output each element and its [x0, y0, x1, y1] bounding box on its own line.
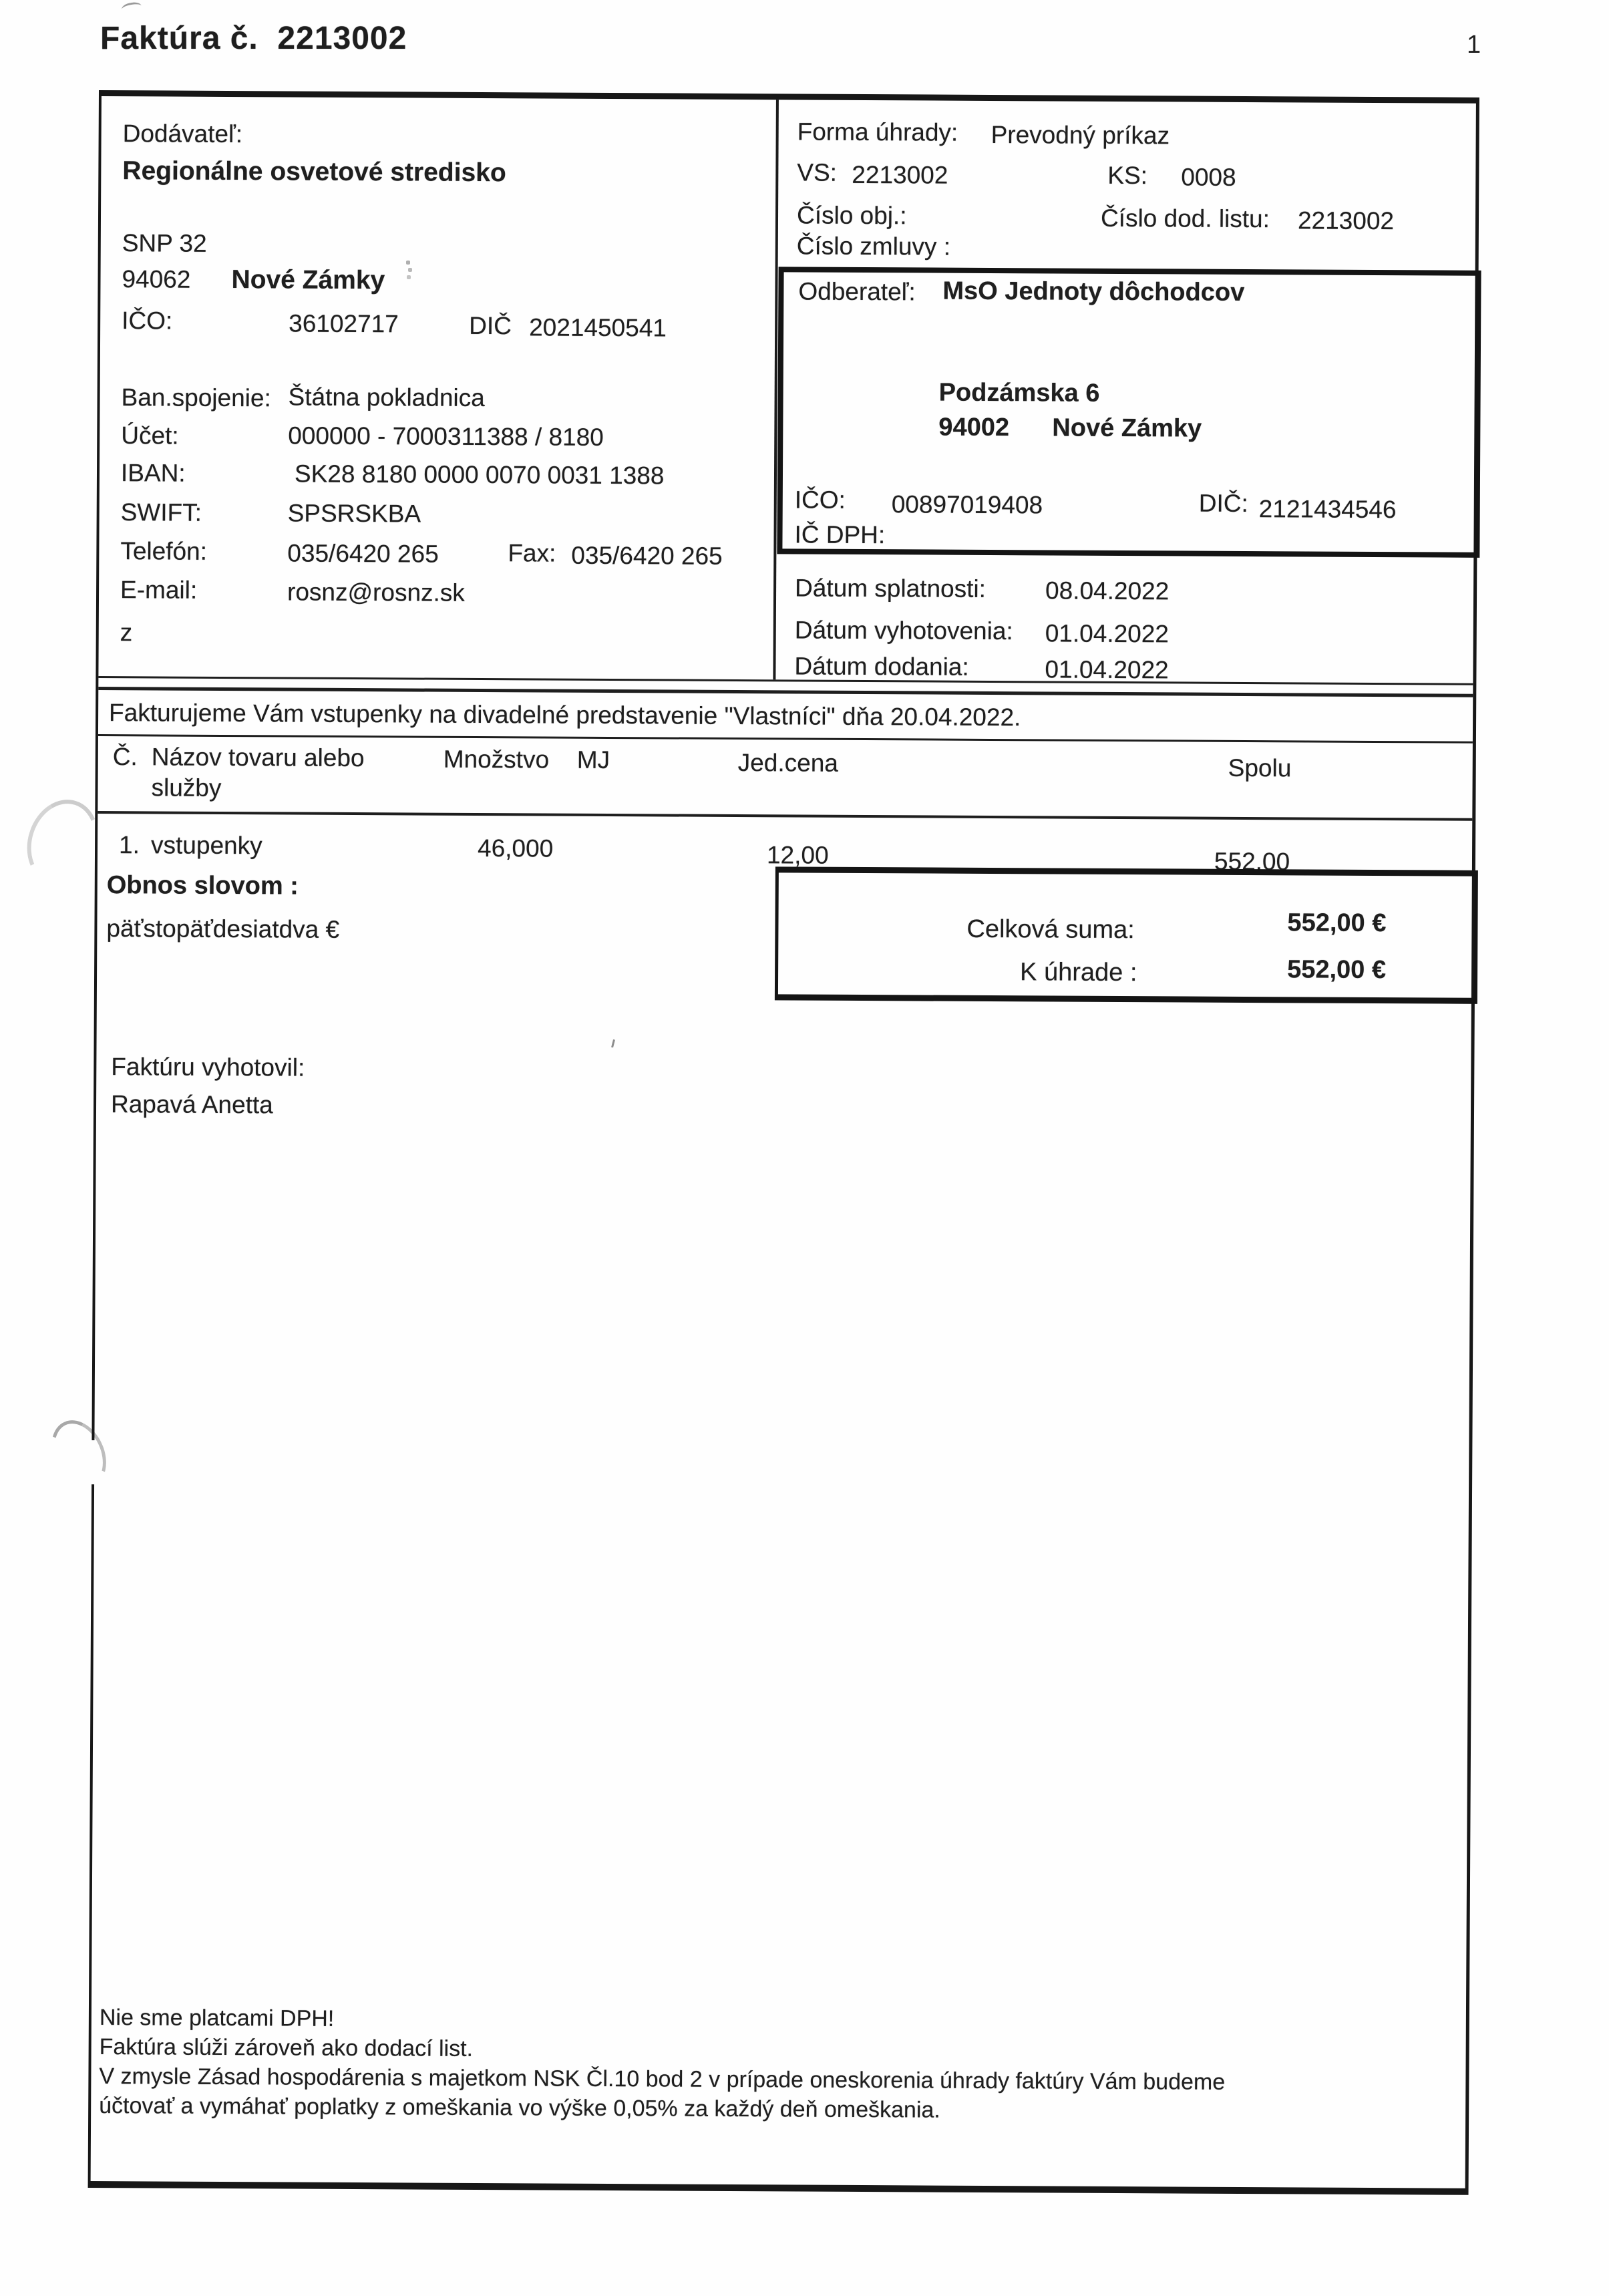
- fax-label: Fax:: [508, 539, 556, 567]
- phone-value: 035/6420 265: [287, 539, 439, 568]
- vs-label: VS:: [797, 158, 838, 186]
- supplier-street: SNP 32: [122, 229, 207, 257]
- supplier-label: Dodávateľ:: [122, 120, 243, 148]
- footer-line-3: V zmysle Zásad hospodárenia s majetkom NSK Čl.10 bod 2 v prípade oneskorenia úhrady faktúry Vám budeme: [99, 2064, 1226, 2095]
- amount-in-words-value: päťstopäťdesiatdva €: [106, 915, 340, 943]
- amount-in-words-label: Obnos slovom :: [106, 871, 299, 900]
- delivery-note-value: 2213002: [1297, 206, 1395, 235]
- amount-due-label: K úhrade :: [1019, 958, 1137, 987]
- account-label: Účet:: [121, 422, 179, 450]
- supplier-city: Nové Zámky: [231, 265, 385, 295]
- bank-label: Ban.spojenie:: [121, 383, 271, 412]
- account-value: 000000 - 7000311388 / 8180: [288, 422, 604, 451]
- customer-name: MsO Jednoty dôchodcov: [942, 277, 1245, 307]
- col-header-no: Č.: [112, 743, 138, 771]
- stray-z: z: [120, 619, 133, 647]
- swift-value: SPSRSKBA: [287, 499, 421, 528]
- email-label: E-mail:: [120, 576, 198, 604]
- customer-box: [777, 267, 1481, 558]
- swift-label: SWIFT:: [120, 498, 202, 526]
- ks-value: 0008: [1181, 163, 1236, 191]
- amount-due-value: 552,00 €: [1287, 955, 1387, 985]
- item-total: 552,00: [1214, 847, 1290, 876]
- due-date-value: 08.04.2022: [1045, 577, 1170, 605]
- due-date-label: Dátum splatnosti:: [795, 574, 987, 603]
- page-title: Faktúra č. 2213002: [100, 21, 407, 56]
- item-name: vstupenky: [150, 831, 262, 860]
- customer-dic-value: 2121434546: [1258, 495, 1397, 524]
- customer-icdph-label: IČ DPH:: [794, 520, 886, 549]
- customer-street: Podzámska 6: [938, 378, 1100, 407]
- delivery-date-label: Dátum dodania:: [794, 652, 969, 681]
- footer-line-2: Faktúra slúži zároveň ako dodací list.: [99, 2034, 474, 2062]
- ks-label: KS:: [1107, 161, 1148, 190]
- col-header-mj: MJ: [576, 746, 610, 774]
- col-header-name-2: služby: [151, 774, 222, 802]
- item-qty: 46,000: [477, 834, 554, 862]
- scan-artifact-border-gap: [90, 1440, 96, 1484]
- customer-dic-label: DIČ:: [1198, 489, 1248, 518]
- item-no: 1.: [118, 831, 140, 859]
- footer-line-4: účtovať a vymáhať poplatky z omeškania vo výške 0,05% za každý deň omeškania.: [99, 2093, 940, 2123]
- vs-value: 2213002: [852, 160, 948, 189]
- col-header-name-1: Názov tovaru alebo: [151, 743, 365, 772]
- issue-date-label: Dátum vyhotovenia:: [794, 616, 1013, 645]
- issuer-name: Rapavá Anetta: [110, 1090, 273, 1119]
- customer-city: Nové Zámky: [1052, 414, 1202, 443]
- col-header-unit-price: Jed.cena: [737, 749, 839, 777]
- customer-label: Odberateľ:: [798, 277, 916, 306]
- delivery-date-value: 01.04.2022: [1045, 655, 1169, 684]
- fax-value: 035/6420 265: [571, 541, 723, 570]
- issuer-label: Faktúru vyhotovil:: [111, 1053, 305, 1082]
- supplier-ico-label: IČO:: [122, 307, 173, 335]
- item-unit-price: 12,00: [766, 841, 829, 869]
- iban-value: SK28 8180 0000 0070 0031 1388: [294, 460, 665, 490]
- separator-line: [98, 811, 1472, 821]
- separator-line: [98, 676, 1473, 685]
- payment-form-label: Forma úhrady:: [797, 118, 958, 146]
- supplier-ico-value: 36102717: [289, 309, 399, 338]
- customer-zip: 94002: [938, 413, 1010, 442]
- scan-artifact-tick: [121, 1, 142, 15]
- customer-ico-value: 00897019408: [891, 490, 1043, 519]
- page-number: 1: [1467, 31, 1481, 59]
- supplier-name: Regionálne osvetové stredisko: [122, 156, 506, 188]
- totals-box: [775, 866, 1478, 1004]
- delivery-note-label: Číslo dod. listu:: [1100, 204, 1270, 233]
- invoice-description: Fakturujeme Vám vstupenky na divadelné predstavenie "Vlastníci" dňa 20.04.2022.: [109, 699, 1021, 731]
- bank-value: Štátna pokladnica: [288, 383, 485, 412]
- payment-form-value: Prevodný príkaz: [991, 120, 1170, 150]
- col-header-qty: Množstvo: [443, 745, 550, 774]
- contract-number-label: Číslo zmluvy :: [796, 232, 951, 261]
- iban-label: IBAN:: [120, 459, 186, 487]
- scan-artifact-speck: [611, 1039, 615, 1047]
- supplier-dic-label: DIČ: [469, 311, 512, 340]
- separator-line: [98, 687, 1473, 697]
- total-sum-value: 552,00 €: [1287, 909, 1387, 938]
- footer-line-1: Nie sme platcami DPH!: [99, 2005, 335, 2031]
- total-sum-label: Celková suma:: [966, 915, 1135, 945]
- phone-label: Telefón:: [120, 537, 208, 565]
- supplier-zip: 94062: [122, 265, 191, 293]
- customer-ico-label: IČO:: [794, 486, 846, 514]
- invoice-body-box: [88, 90, 1479, 2195]
- col-header-total: Spolu: [1228, 754, 1292, 782]
- order-number-label: Číslo obj.:: [796, 201, 907, 230]
- issue-date-value: 01.04.2022: [1045, 619, 1170, 648]
- supplier-dic-value: 2021450541: [529, 313, 667, 342]
- email-value: rosnz@rosnz.sk: [287, 578, 465, 607]
- separator-line: [98, 734, 1473, 744]
